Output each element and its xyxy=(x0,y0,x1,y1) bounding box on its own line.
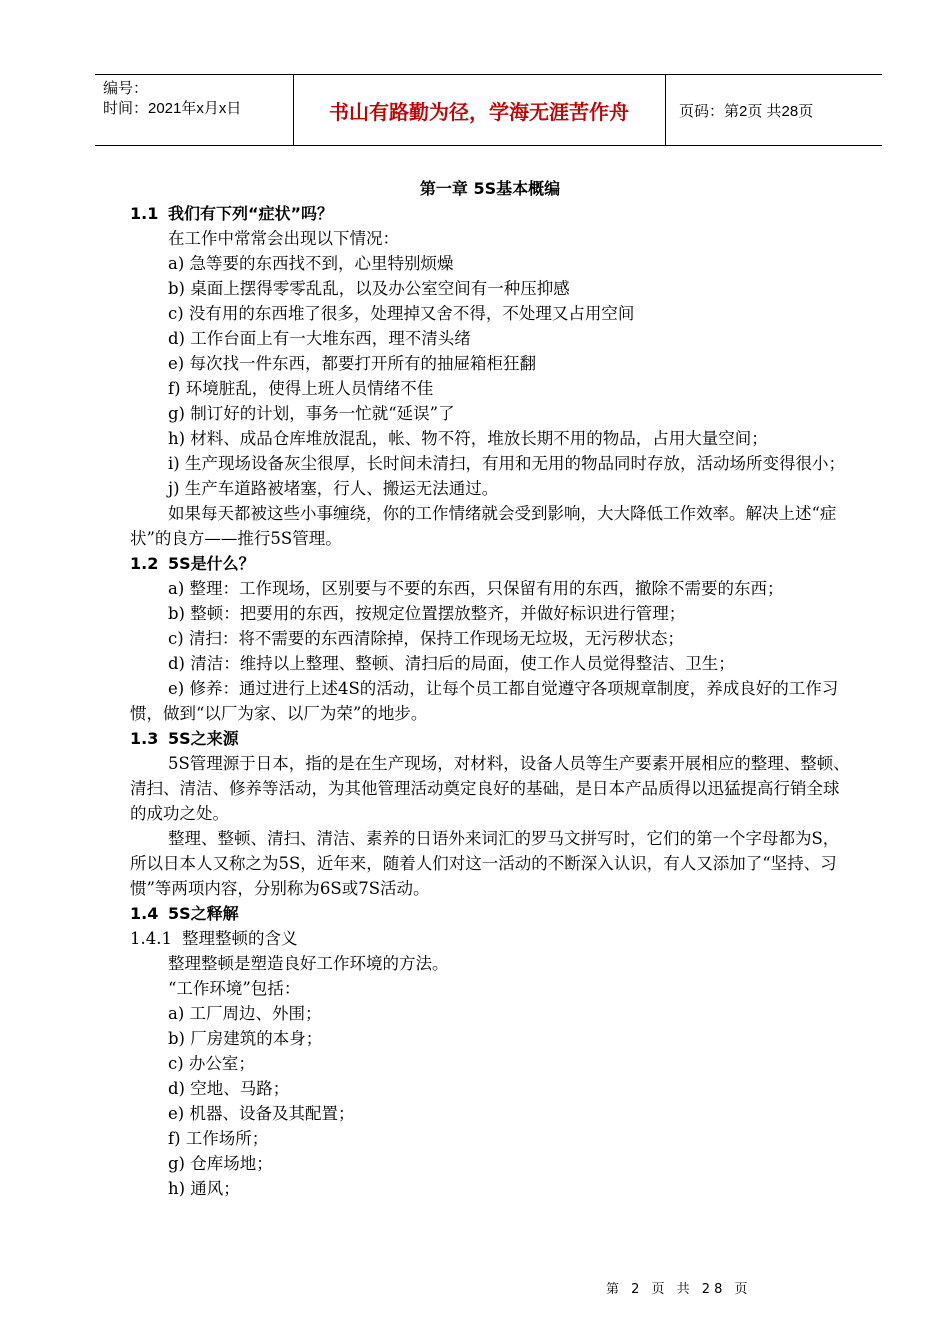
paragraph: 在工作中常常会出现以下情况： xyxy=(168,229,399,248)
list-item: g) 仓库场地； xyxy=(168,1154,273,1173)
section-title: 我们有下列“症状”吗？ xyxy=(168,204,334,223)
section-number: 1.1 xyxy=(130,204,159,223)
list-item: e) 修养：通过进行上述4S的活动，让每个员工都自觉遵守各项规章制度，养成良好的工作习惯，做到“以厂为家、以厂为荣”的地步。 xyxy=(130,679,839,723)
paragraph: 5S管理源于日本，指的是在生产现场，对材料，设备人员等生产要素开展相应的整理、整顿、清扫、清洁、修养等活动，为其他管理活动奠定良好的基础，是日本产品质得以迅猛提高行销全球的成功之处。 xyxy=(130,754,850,823)
list-item: f) 环境脏乱，使得上班人员情绪不佳 xyxy=(168,379,434,398)
list-item: i) 生产现场设备灰尘很厚，长时间未清扫，有用和无用的物品同时存放，活动场所变得很小； xyxy=(168,454,845,473)
list-item: a) 工厂周边、外围； xyxy=(168,1004,322,1023)
list-item: h) 材料、成品仓库堆放混乱，帐、物不符，堆放长期不用的物品，占用大量空间； xyxy=(168,429,768,448)
list-item: d) 工作台面上有一大堆东西，理不清头绪 xyxy=(168,329,471,348)
list-item: g) 制订好的计划，事务一忙就“延误”了 xyxy=(168,404,455,423)
section-heading xyxy=(130,901,850,926)
header-page-info: 页码：第2页 共28页 xyxy=(679,102,814,120)
list-item: b) 桌面上摆得零零乱乱，以及办公室空间有一种压抑感 xyxy=(168,279,570,298)
section-number: 1.2 xyxy=(130,554,159,573)
list-item: d) 清洁：维持以上整理、整顿、清扫后的局面，使工作人员觉得整洁、卫生； xyxy=(168,654,735,673)
list-item: c) 办公室； xyxy=(168,1054,255,1073)
list-item: j) 生产车道路被堵塞，行人、搬运无法通过。 xyxy=(168,479,499,498)
subsection-heading xyxy=(130,926,850,951)
section-title: 5S之来源 xyxy=(168,729,239,748)
document-body xyxy=(130,176,850,1201)
paragraph: 如果每天都被这些小事缠绕，你的工作情绪就会受到影响，大大降低工作效率。解决上述“症状”的良方——推行5S管理。 xyxy=(130,504,837,548)
section-heading xyxy=(130,726,850,751)
list-item: a) 整理：工作现场，区别要与不要的东西，只保留有用的东西，撤除不需要的东西； xyxy=(168,579,784,598)
section-title: 5S之释解 xyxy=(168,904,239,923)
page-number: 第 2 页 共 28 页 xyxy=(606,1282,752,1297)
list-item: b) 厂房建筑的本身； xyxy=(168,1029,323,1048)
section-heading xyxy=(130,551,850,576)
section-title: 5S是什么？ xyxy=(168,554,255,573)
section-number: 1.3 xyxy=(130,729,159,748)
section-heading xyxy=(130,201,850,226)
list-item: c) 清扫：将不需要的东西清除掉，保持工作现场无垃圾，无污秽状态； xyxy=(168,629,684,648)
subsection-number: 1.4.1 xyxy=(130,929,172,948)
header-meta xyxy=(103,79,241,119)
list-item: b) 整顿：把要用的东西，按规定位置摆放整齐，并做好标识进行管理； xyxy=(168,604,686,623)
list-item: f) 工作场所； xyxy=(168,1129,269,1148)
list-item: e) 每次找一件东西，都要打开所有的抽屉箱柜狂翻 xyxy=(168,354,536,373)
header-divider xyxy=(665,75,666,145)
list-item: d) 空地、马路； xyxy=(168,1079,290,1098)
paragraph: “工作环境”包括： xyxy=(168,979,301,998)
list-item: a) 急等要的东西找不到，心里特别烦燥 xyxy=(168,254,454,273)
list-item: c) 没有用的东西堆了很多，处理掉又舍不得，不处理又占用空间 xyxy=(168,304,635,323)
chapter-title: 第一章 5S基本概编 xyxy=(419,179,561,198)
paragraph: 整理、整顿、清扫、清洁、素养的日语外来词汇的罗马文拼写时，它们的第一个字母都为S，所以日本人又称之为5S，近年来，随着人们对这一活动的不断深入认识，有人又添加了“坚持、习惯”等两项内容，分别称为6S或7S活动。 xyxy=(130,829,840,898)
doc-code-label: 编号： xyxy=(103,80,149,97)
section-number: 1.4 xyxy=(130,904,159,923)
subsection-title: 整理整顿的含义 xyxy=(182,929,298,948)
doc-time-label: 时间：2021年x月x日 xyxy=(103,100,242,117)
list-item: h) 通风； xyxy=(168,1179,240,1198)
page-header xyxy=(95,74,882,146)
paragraph: 整理整顿是塑造良好工作环境的方法。 xyxy=(168,954,449,973)
list-item: e) 机器、设备及其配置； xyxy=(168,1104,355,1123)
header-motto: 书山有路勤为径，学海无涯苦作舟 xyxy=(329,99,629,124)
